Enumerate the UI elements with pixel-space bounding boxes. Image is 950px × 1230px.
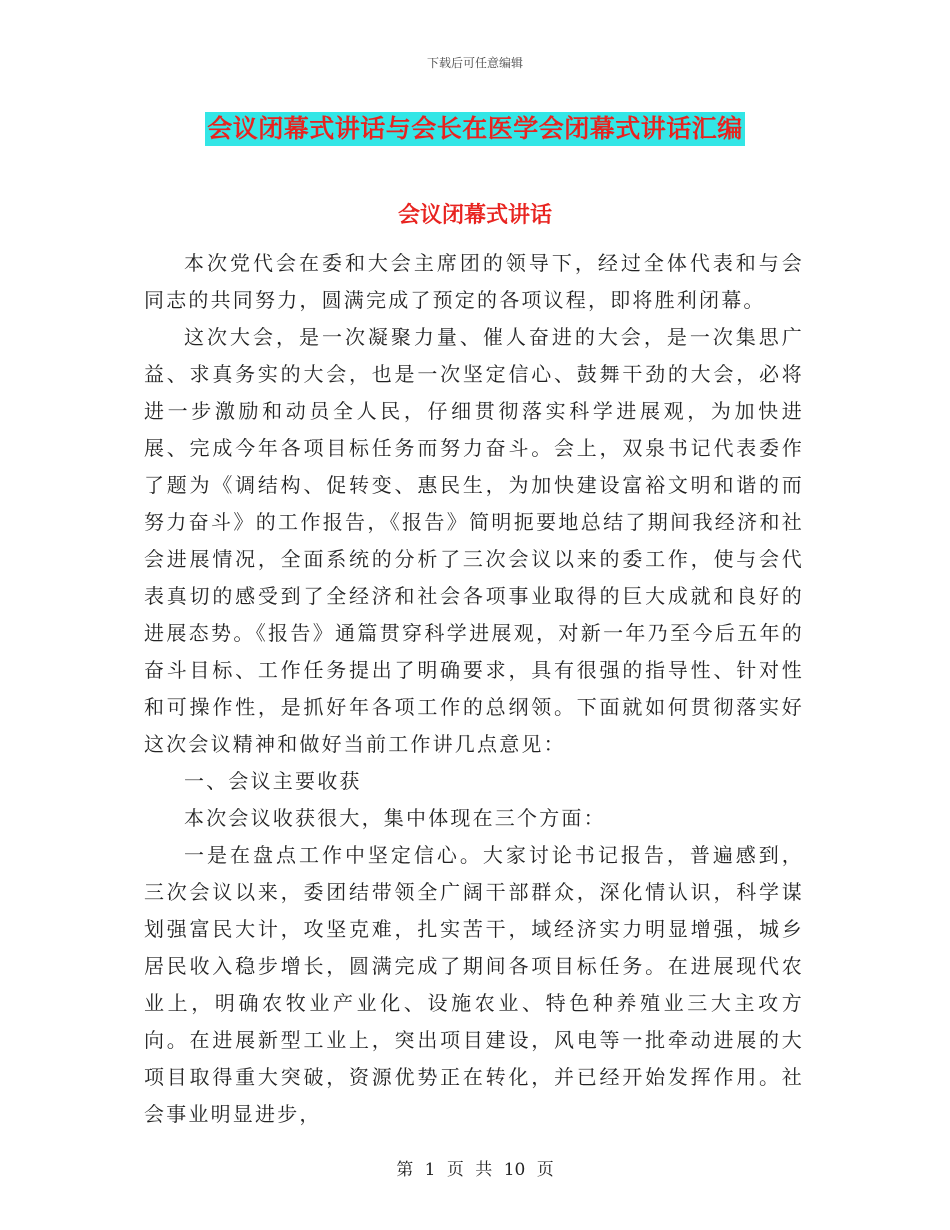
paragraph: 本次党代会在委和大会主席团的领导下，经过全体代表和与会同志的共同努力，圆满完成了预定的各项议程，即将胜利闭幕。	[144, 251, 804, 312]
section-title: 会议闭幕式讲话	[397, 203, 552, 228]
paragraph: 本次会议收获很大，集中体现在三个方面：	[184, 806, 606, 830]
page-header-note: 下载后可任意编辑	[426, 56, 523, 70]
document-title-container	[0, 112, 950, 146]
document-body	[144, 245, 804, 1133]
document-title: 会议闭幕式讲话与会长在医学会闭幕式讲话汇编	[205, 112, 745, 146]
paragraph: 这次大会，是一次凝聚力量、催人奋进的大会，是一次集思广益、求真务实的大会，也是一次坚定信心、鼓舞干劲的大会，必将进一步激励和动员全人民，仔细贯彻落实科学进展观，为加快进展、完成今年各项目标任务而努力奋斗。会上，双泉书记代表委作了题为《调结构、促转变、惠民生，为加快建设富裕文明和谐的而努力奋斗》的工作报告，《报告》简明扼要地总结了期间我经济和社会进展情况，全面系统的分析了三次会议以来的委工作，使与会代表真切的感受到了全经济和社会各项事业取得的巨大成就和良好的进展态势。《报告》通篇贯穿科学进展观，对新一年乃至今后五年的奋斗目标、工作任务提出了明确要求，具有很强的指导性、针对性和可操作性，是抓好年各项工作的总纲领。下面就如何贯彻落实好这次会议精神和做好当前工作讲几点意见：	[144, 325, 804, 756]
page-number-footer: 第 1 页 共 10 页	[396, 1160, 554, 1180]
paragraph-heading: 一、会议主要收获	[184, 769, 362, 793]
paragraph: 一是在盘点工作中坚定信心。大家讨论书记报告，普遍感到，三次会议以来，委团结带领全广阔干部群众，深化情认识，科学谋划强富民大计，攻坚克难，扎实苦干，域经济实力明显增强，城乡居民收入稳步增长，圆满完成了期间各项目标任务。在进展现代农业上，明确农牧业产业化、设施农业、特色种养殖业三大主攻方向。在进展新型工业上，突出项目建设，风电等一批牵动进展的大项目取得重大突破，资源优势正在转化，并已经开始发挥作用。社会事业明显进步，	[144, 843, 804, 1126]
